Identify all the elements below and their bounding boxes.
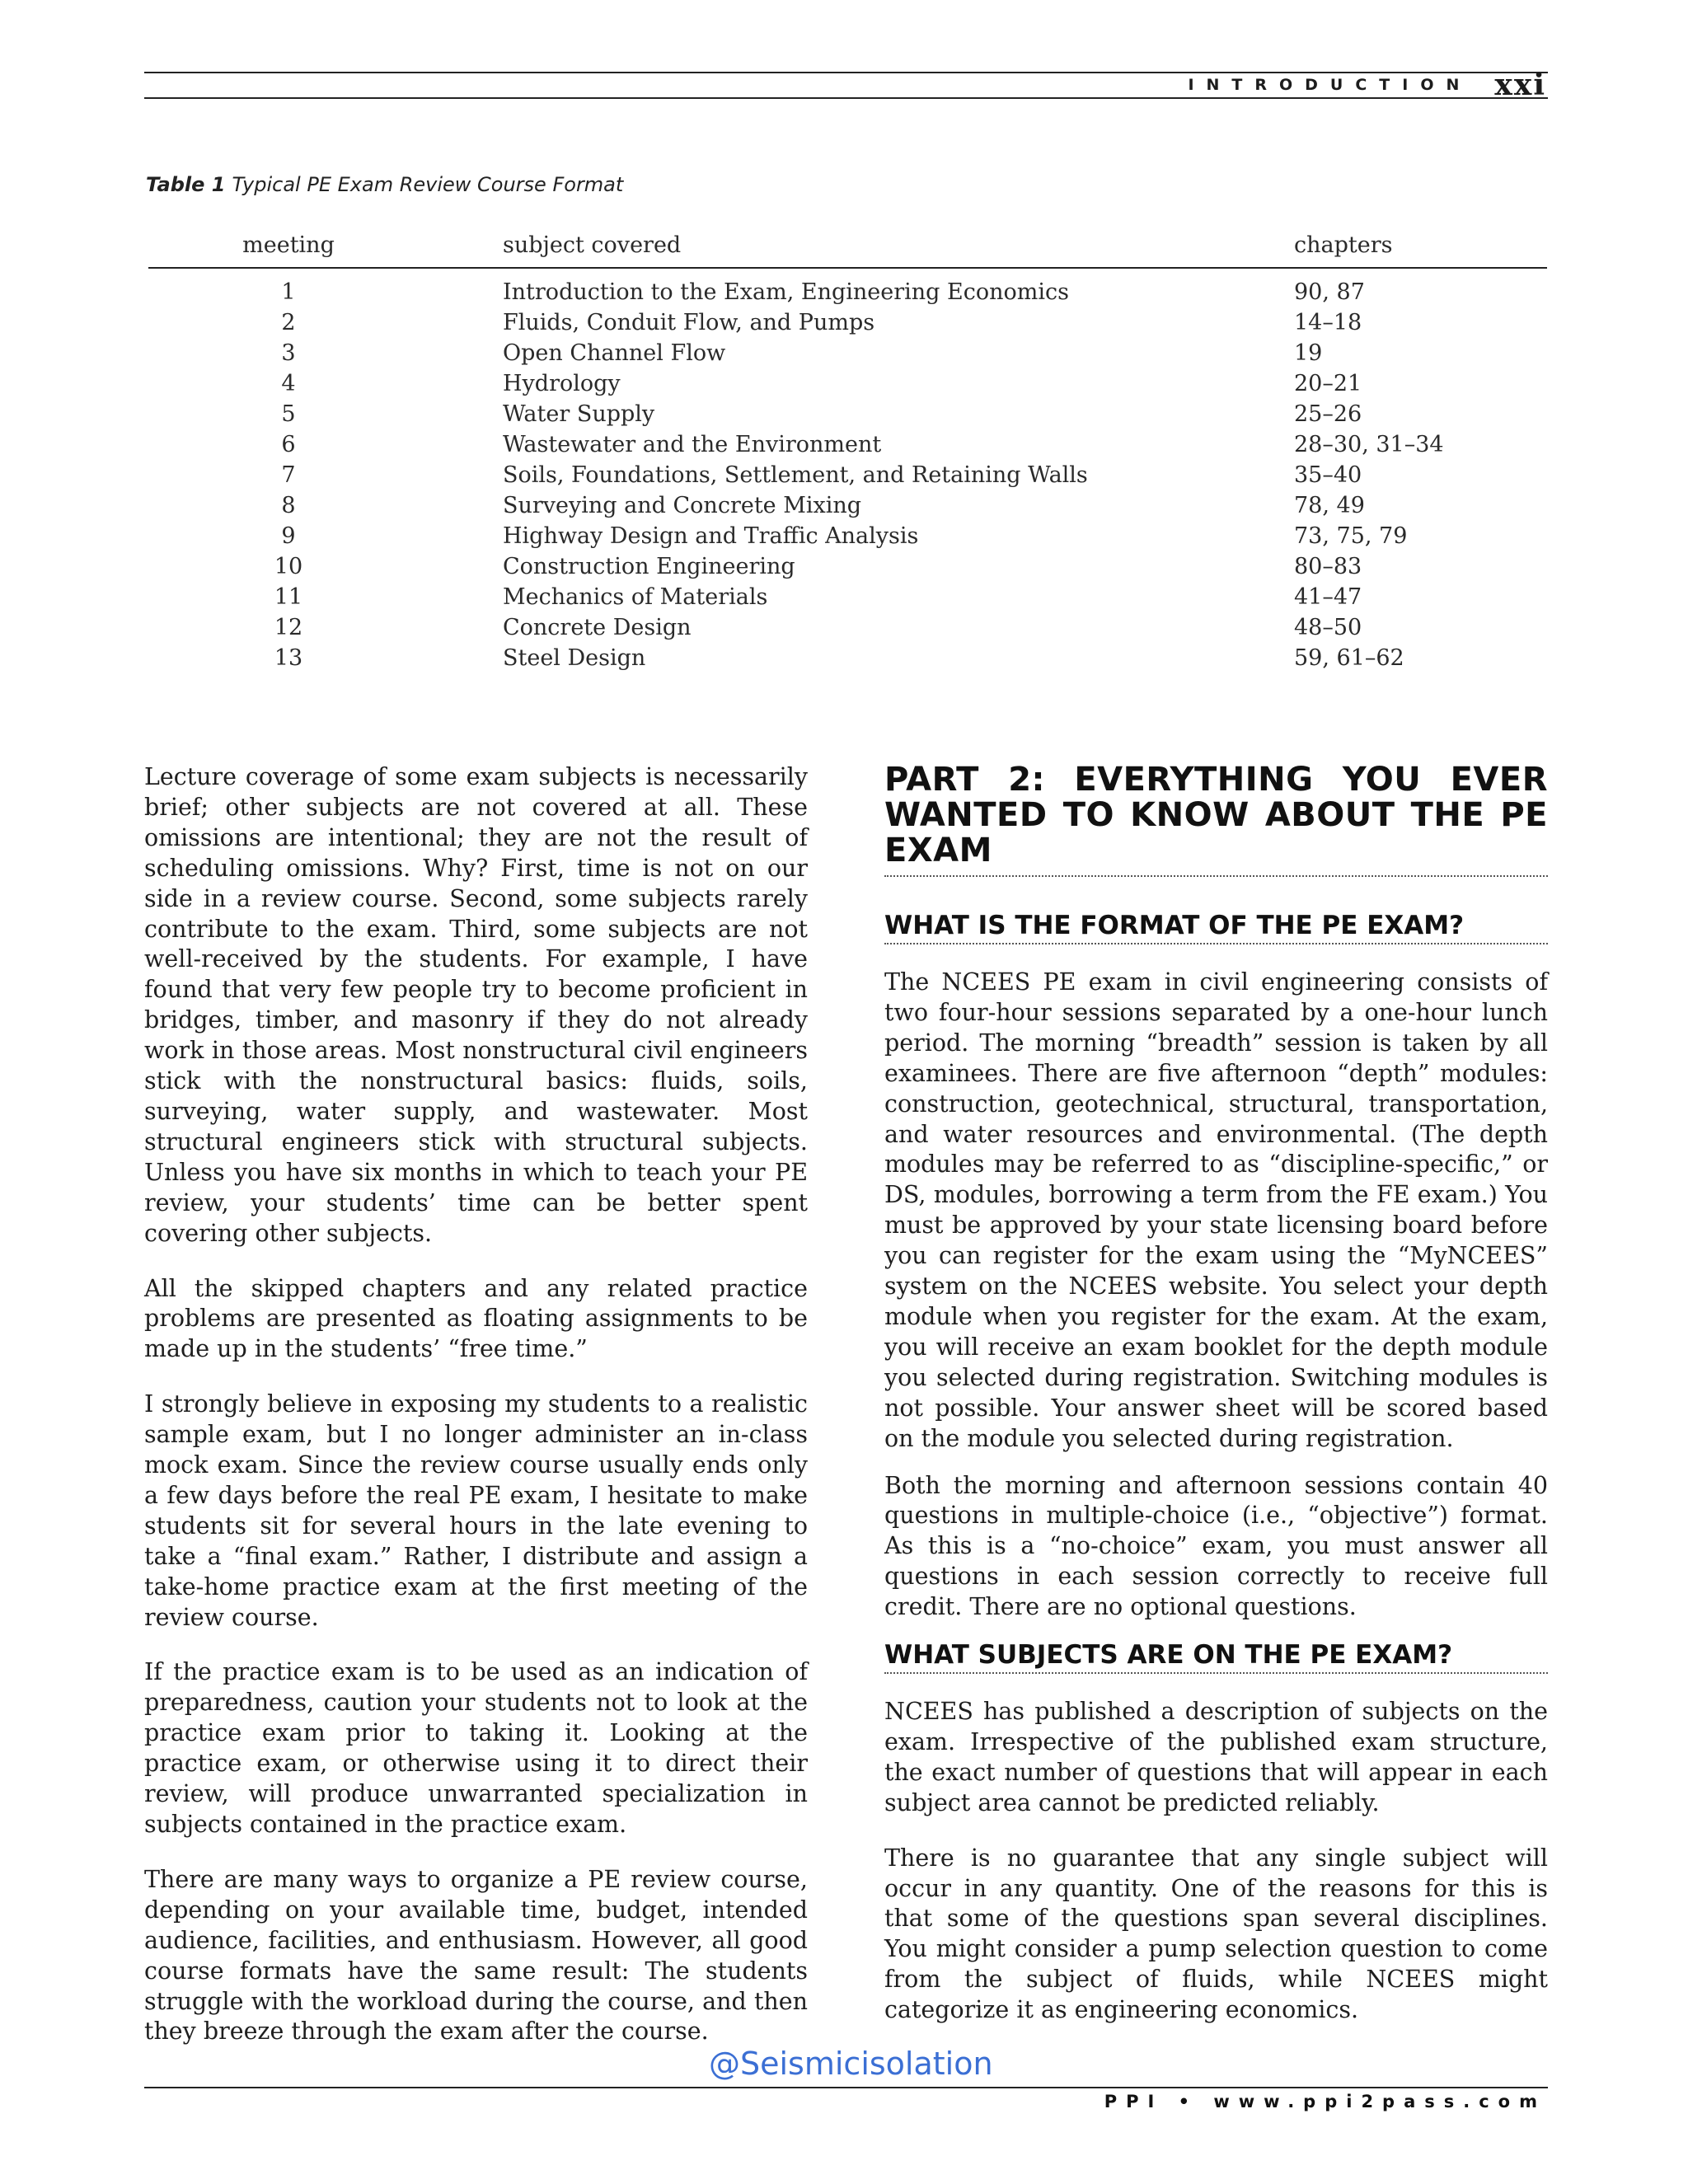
table-row	[148, 551, 1547, 582]
chapters-cell: 73, 75, 79	[1294, 523, 1408, 549]
subject-cell: Concrete Design	[503, 615, 692, 640]
table-row	[148, 268, 1547, 307]
subject-cell: Steel Design	[503, 645, 646, 671]
subject-cell: Open Channel Flow	[503, 340, 726, 366]
body-paragraph: The NCEES PE exam in civil engineering consists of two four-hour sessions separated by a one-hour lunch period. The morning “breadth” session is taken by all examinees. There are five afternoon “depth” modules: construction, geotechnical, structural, transportation, and water resources and environmental. (The depth modules may be referred to as “discipline-specific,” or DS, modules, borrowing a term from the FE exam.) You must be approved by your state licensing board before you can register for the exam using the “MyNCEES” system on the NCEES website. You select your depth module when you register for the exam. At the exam, you will receive an exam booklet for the depth module you selected during registration. Switching modules is not possible. Your answer sheet will be scored based on the module you selected during registration.	[884, 968, 1548, 1452]
subject-cell: Introduction to the Exam, Engineering Economics	[503, 279, 1069, 305]
meeting-cell: 1	[281, 279, 296, 305]
body-paragraph: If the practice exam is to be used as an indication of preparedness, caution your students not to look at the practice exam prior to taking it. Looking at the practice exam, or otherwise using it to direct their review, will produce unwarranted specialization in subjects contained in the practice exam.	[144, 1658, 808, 1838]
table-row	[148, 399, 1547, 429]
body-paragraph: NCEES has published a description of subjects on the exam. Irrespective of the published exam structure, the exact number of questions that will appear in each subject area cannot be predicted reliably.	[884, 1698, 1548, 1816]
chapters-cell: 28–30, 31–34	[1294, 432, 1444, 457]
running-head	[1188, 68, 1546, 102]
part-heading: PART 2: EVERYTHING YOU EVER WANTED TO KNOW ABOUT THE PE EXAM	[884, 762, 1548, 877]
subject-cell: Highway Design and Traffic Analysis	[503, 523, 919, 549]
course-format-table	[148, 232, 1547, 673]
table-caption	[146, 173, 623, 196]
section-heading-subjects: WHAT SUBJECTS ARE ON THE PE EXAM?	[884, 1639, 1548, 1674]
section-name: INTRODUCTION	[1188, 76, 1472, 94]
footer-rule	[144, 2087, 1548, 2088]
meeting-cell: 4	[281, 371, 296, 396]
table-row	[148, 460, 1547, 490]
chapters-cell: 35–40	[1294, 462, 1362, 488]
table-row	[148, 521, 1547, 551]
body-paragraph: Lecture coverage of some exam subjects is necessarily brief; other subjects are not covered at all. These omissions are intentional; they are not the result of scheduling omissions. Why? First, time is not on our side in a review course. Second, some subjects rarely contribute to the exam. Third, some subjects are not well-received by the students. For example, I have found that very few people try to become proficient in bridges, timber, and masonry if they do not already work in those areas. Most nonstructural civil engineers stick with the nonstructural basics: fluids, soils, surveying, water supply, and wastewater. Most structural engineers stick with structural subjects. Unless you have six months in which to teach your PE review, your students’ time can be better spent covering other subjects.	[144, 763, 808, 1247]
meeting-cell: 8	[281, 493, 296, 518]
chapters-cell: 20–21	[1294, 371, 1362, 396]
meeting-cell: 11	[274, 584, 303, 610]
left-column	[144, 762, 808, 2072]
meeting-cell: 13	[274, 645, 303, 671]
column-header-subject: subject covered	[503, 232, 1294, 268]
table-row	[148, 338, 1547, 368]
meeting-cell: 6	[281, 432, 296, 457]
meeting-cell: 2	[281, 310, 296, 335]
meeting-cell: 5	[281, 401, 296, 427]
meeting-cell: 9	[281, 523, 296, 549]
body-paragraph: There is no guarantee that any single subject will occur in any quantity. One of the reasons for this is that some of the questions span several disciplines. You might consider a pump selection question to come from the subject of fluids, while NCEES might categorize it as engineering economics.	[884, 1844, 1548, 2024]
table-row	[148, 307, 1547, 338]
body-paragraph: I strongly believe in exposing my students to a realistic sample exam, but I no longer administer an in-class mock exam. Since the review course usually ends only a few days before the real PE exam, I hesitate to make students sit for several hours in the late evening to take a “final exam.” Rather, I distribute and assign a take-home practice exam at the first meeting of the review course.	[144, 1390, 808, 1631]
column-header-meeting: meeting	[148, 232, 503, 268]
chapters-cell: 90, 87	[1294, 279, 1365, 305]
section-heading-format: WHAT IS THE FORMAT OF THE PE EXAM?	[884, 910, 1548, 944]
meeting-cell: 7	[281, 462, 296, 488]
subject-cell: Surveying and Concrete Mixing	[503, 493, 862, 518]
chapters-cell: 41–47	[1294, 584, 1362, 610]
chapters-cell: 48–50	[1294, 615, 1362, 640]
table-row	[148, 368, 1547, 399]
subject-cell: Fluids, Conduit Flow, and Pumps	[503, 310, 875, 335]
subject-cell: Mechanics of Materials	[503, 584, 768, 610]
chapters-cell: 25–26	[1294, 401, 1362, 427]
body-paragraph: Both the morning and afternoon sessions contain 40 questions in multiple-choice (i.e., “objective”) format. As this is a “no-choice” exam, you must answer all questions in each session correctly to receive full credit. There are no optional questions.	[884, 1471, 1548, 1621]
table-row	[148, 582, 1547, 612]
meeting-cell: 3	[281, 340, 296, 366]
chapters-cell: 80–83	[1294, 554, 1362, 579]
subject-cell: Soils, Foundations, Settlement, and Retaining Walls	[503, 462, 1088, 488]
subject-cell: Wastewater and the Environment	[503, 432, 882, 457]
watermark: @Seismicisolation	[709, 2046, 993, 2082]
meeting-cell: 12	[274, 615, 303, 640]
chapters-cell: 19	[1294, 340, 1323, 366]
subject-cell: Construction Engineering	[503, 554, 795, 579]
column-header-chapters: chapters	[1294, 232, 1547, 268]
chapters-cell: 78, 49	[1294, 493, 1365, 518]
table-header-row	[148, 232, 1547, 268]
table-caption-title: Typical PE Exam Review Course Format	[232, 173, 624, 196]
table-row	[148, 490, 1547, 521]
subject-cell: Water Supply	[503, 401, 655, 427]
chapters-cell: 59, 61–62	[1294, 645, 1404, 671]
body-paragraph: All the skipped chapters and any related practice problems are presented as floating assignments to be made up in the students’ “free time.”	[144, 1274, 808, 1363]
right-column	[884, 762, 1548, 2050]
table-caption-label: Table 1	[146, 173, 226, 196]
meeting-cell: 10	[274, 554, 303, 579]
table-row	[148, 429, 1547, 460]
chapters-cell: 14–18	[1294, 310, 1362, 335]
header-rule-bottom	[144, 97, 1548, 99]
footer-url: PPI • www.ppi2pass.com	[1104, 2092, 1546, 2111]
body-paragraph: There are many ways to organize a PE review course, depending on your available time, budget, intended audience, facilities, and enthusiasm. However, all good course formats have the same result: The students struggle with the workload during the course, and then they breeze through the exam after the course.	[144, 1865, 808, 2046]
table-row	[148, 643, 1547, 673]
page-number: xxi	[1494, 68, 1546, 102]
table-row	[148, 612, 1547, 643]
subject-cell: Hydrology	[503, 371, 621, 396]
